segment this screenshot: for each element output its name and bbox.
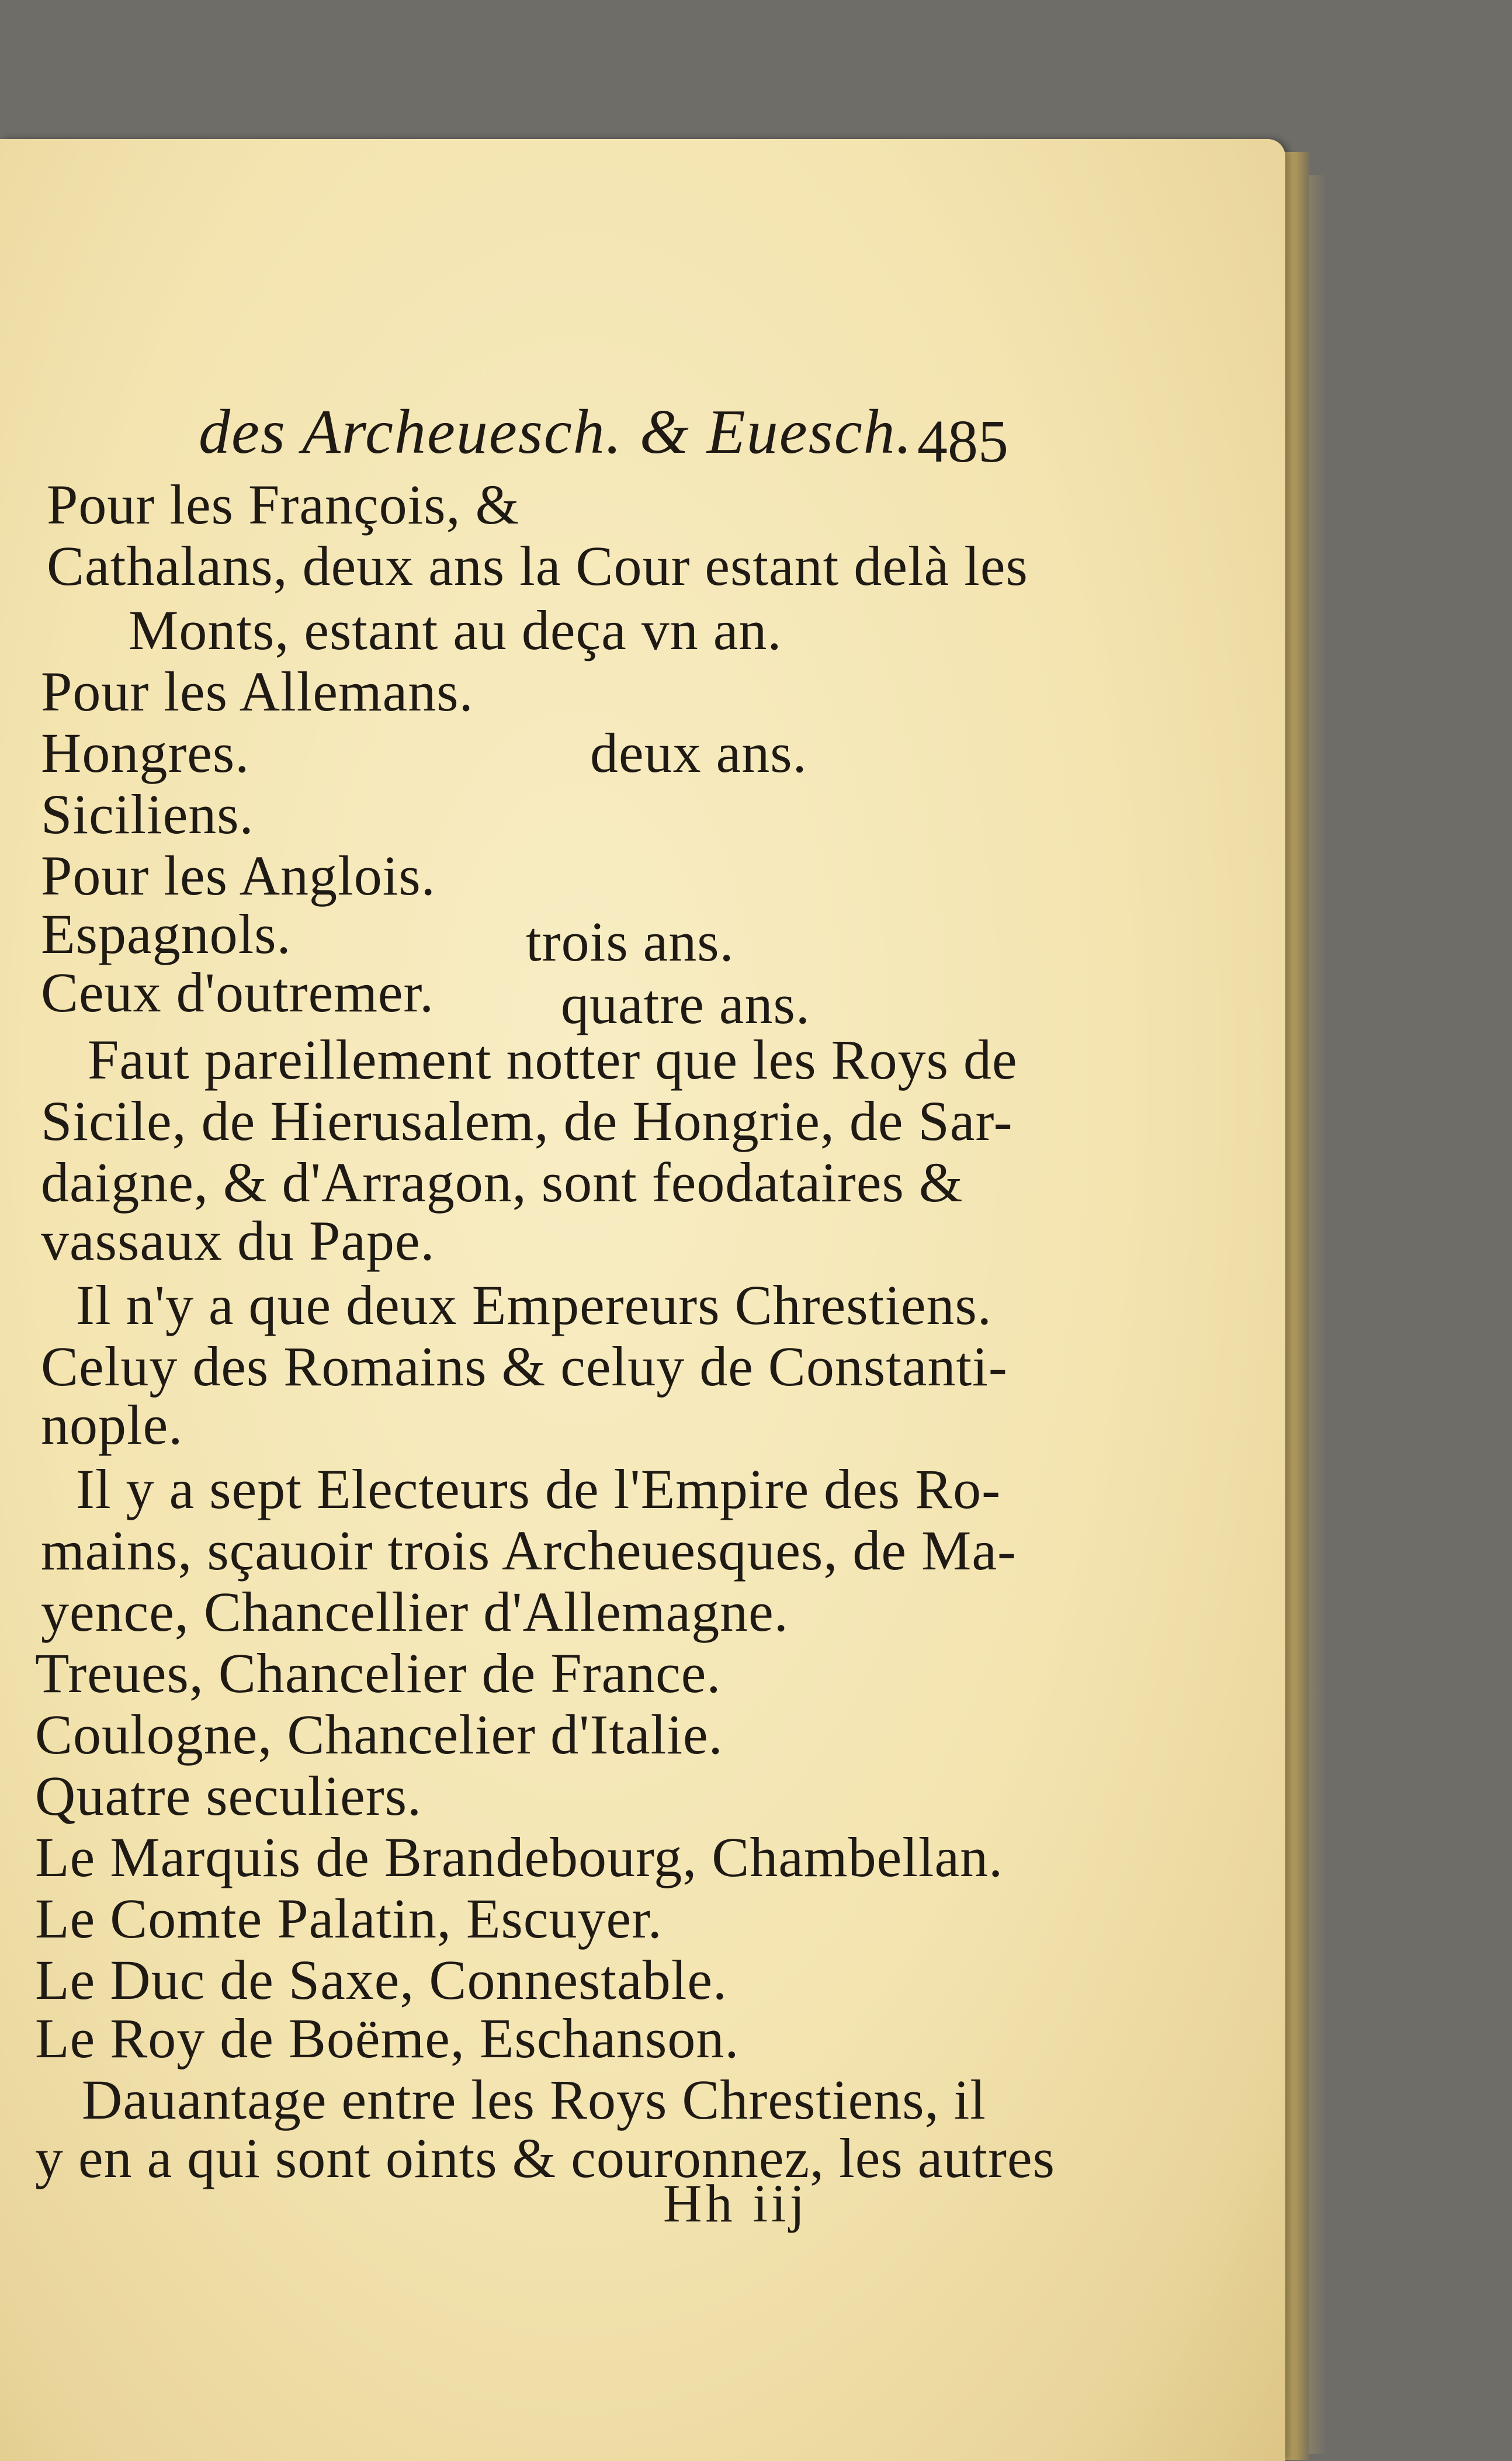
text-line: Pour les François, & [47, 473, 520, 536]
text-line: Celuy des Romains & celuy de Constanti- [41, 1335, 1008, 1398]
text-line: Pour les Allemans. [41, 660, 474, 723]
text-line: Le Roy de Boëme, Eschanson. [35, 2007, 740, 2070]
text-line: Le Marquis de Brandebourg, Chambellan. [35, 1826, 1004, 1888]
text-line: quatre ans. [561, 973, 810, 1035]
text-line: nople. [41, 1394, 183, 1456]
text-line: y en a qui sont oints & couronnez, les autres [35, 2127, 1055, 2189]
text-line: Coulogne, Chancelier d'Italie. [35, 1703, 723, 1766]
text-line: trois ans. [526, 910, 734, 973]
text-line: Le Duc de Saxe, Connestable. [35, 1949, 727, 2011]
text-line: Dauantage entre les Roys Chrestiens, il [82, 2068, 986, 2131]
text-line: Siciliens. [41, 783, 254, 845]
text-line: Pour les Anglois. [41, 844, 436, 907]
text-line: yence, Chancellier d'Allemagne. [41, 1580, 789, 1643]
text-line: Treues, Chancelier de France. [35, 1642, 722, 1704]
text-line: Faut pareillement notter que les Roys de [88, 1028, 1018, 1091]
text-line: daigne, & d'Arragon, sont feodataires & [41, 1151, 963, 1214]
text-line: Hongres. [41, 722, 250, 784]
text-line: mains, sçauoir trois Archeuesques, de Ma- [41, 1519, 1017, 1582]
text-line: Espagnols. [41, 903, 292, 965]
text-line: Le Comte Palatin, Escuyer. [35, 1887, 663, 1950]
text-line: Il n'y a que deux Empereurs Chrestiens. [76, 1274, 992, 1336]
text-line: Monts, estant au deça vn an. [129, 599, 782, 661]
signature-mark: Hh iij [663, 2174, 809, 2233]
text-line: deux ans. [590, 722, 807, 784]
text-line: vassaux du Pape. [41, 1209, 435, 1272]
text-line: Quatre seculiers. [35, 1765, 422, 1827]
page-number: 485 [917, 408, 1008, 475]
text-line: Sicile, de Hierusalem, de Hongrie, de Sar- [41, 1090, 1013, 1152]
page-paper [0, 139, 1285, 2461]
text-line: Il y a sept Electeurs de l'Empire des Ro- [76, 1458, 1001, 1520]
text-line: Cathalans, deux ans la Cour estant delà les [47, 535, 1028, 597]
running-title: des Archeuesch. & Euesch. [199, 397, 913, 467]
text-line: Ceux d'outremer. [41, 961, 435, 1024]
